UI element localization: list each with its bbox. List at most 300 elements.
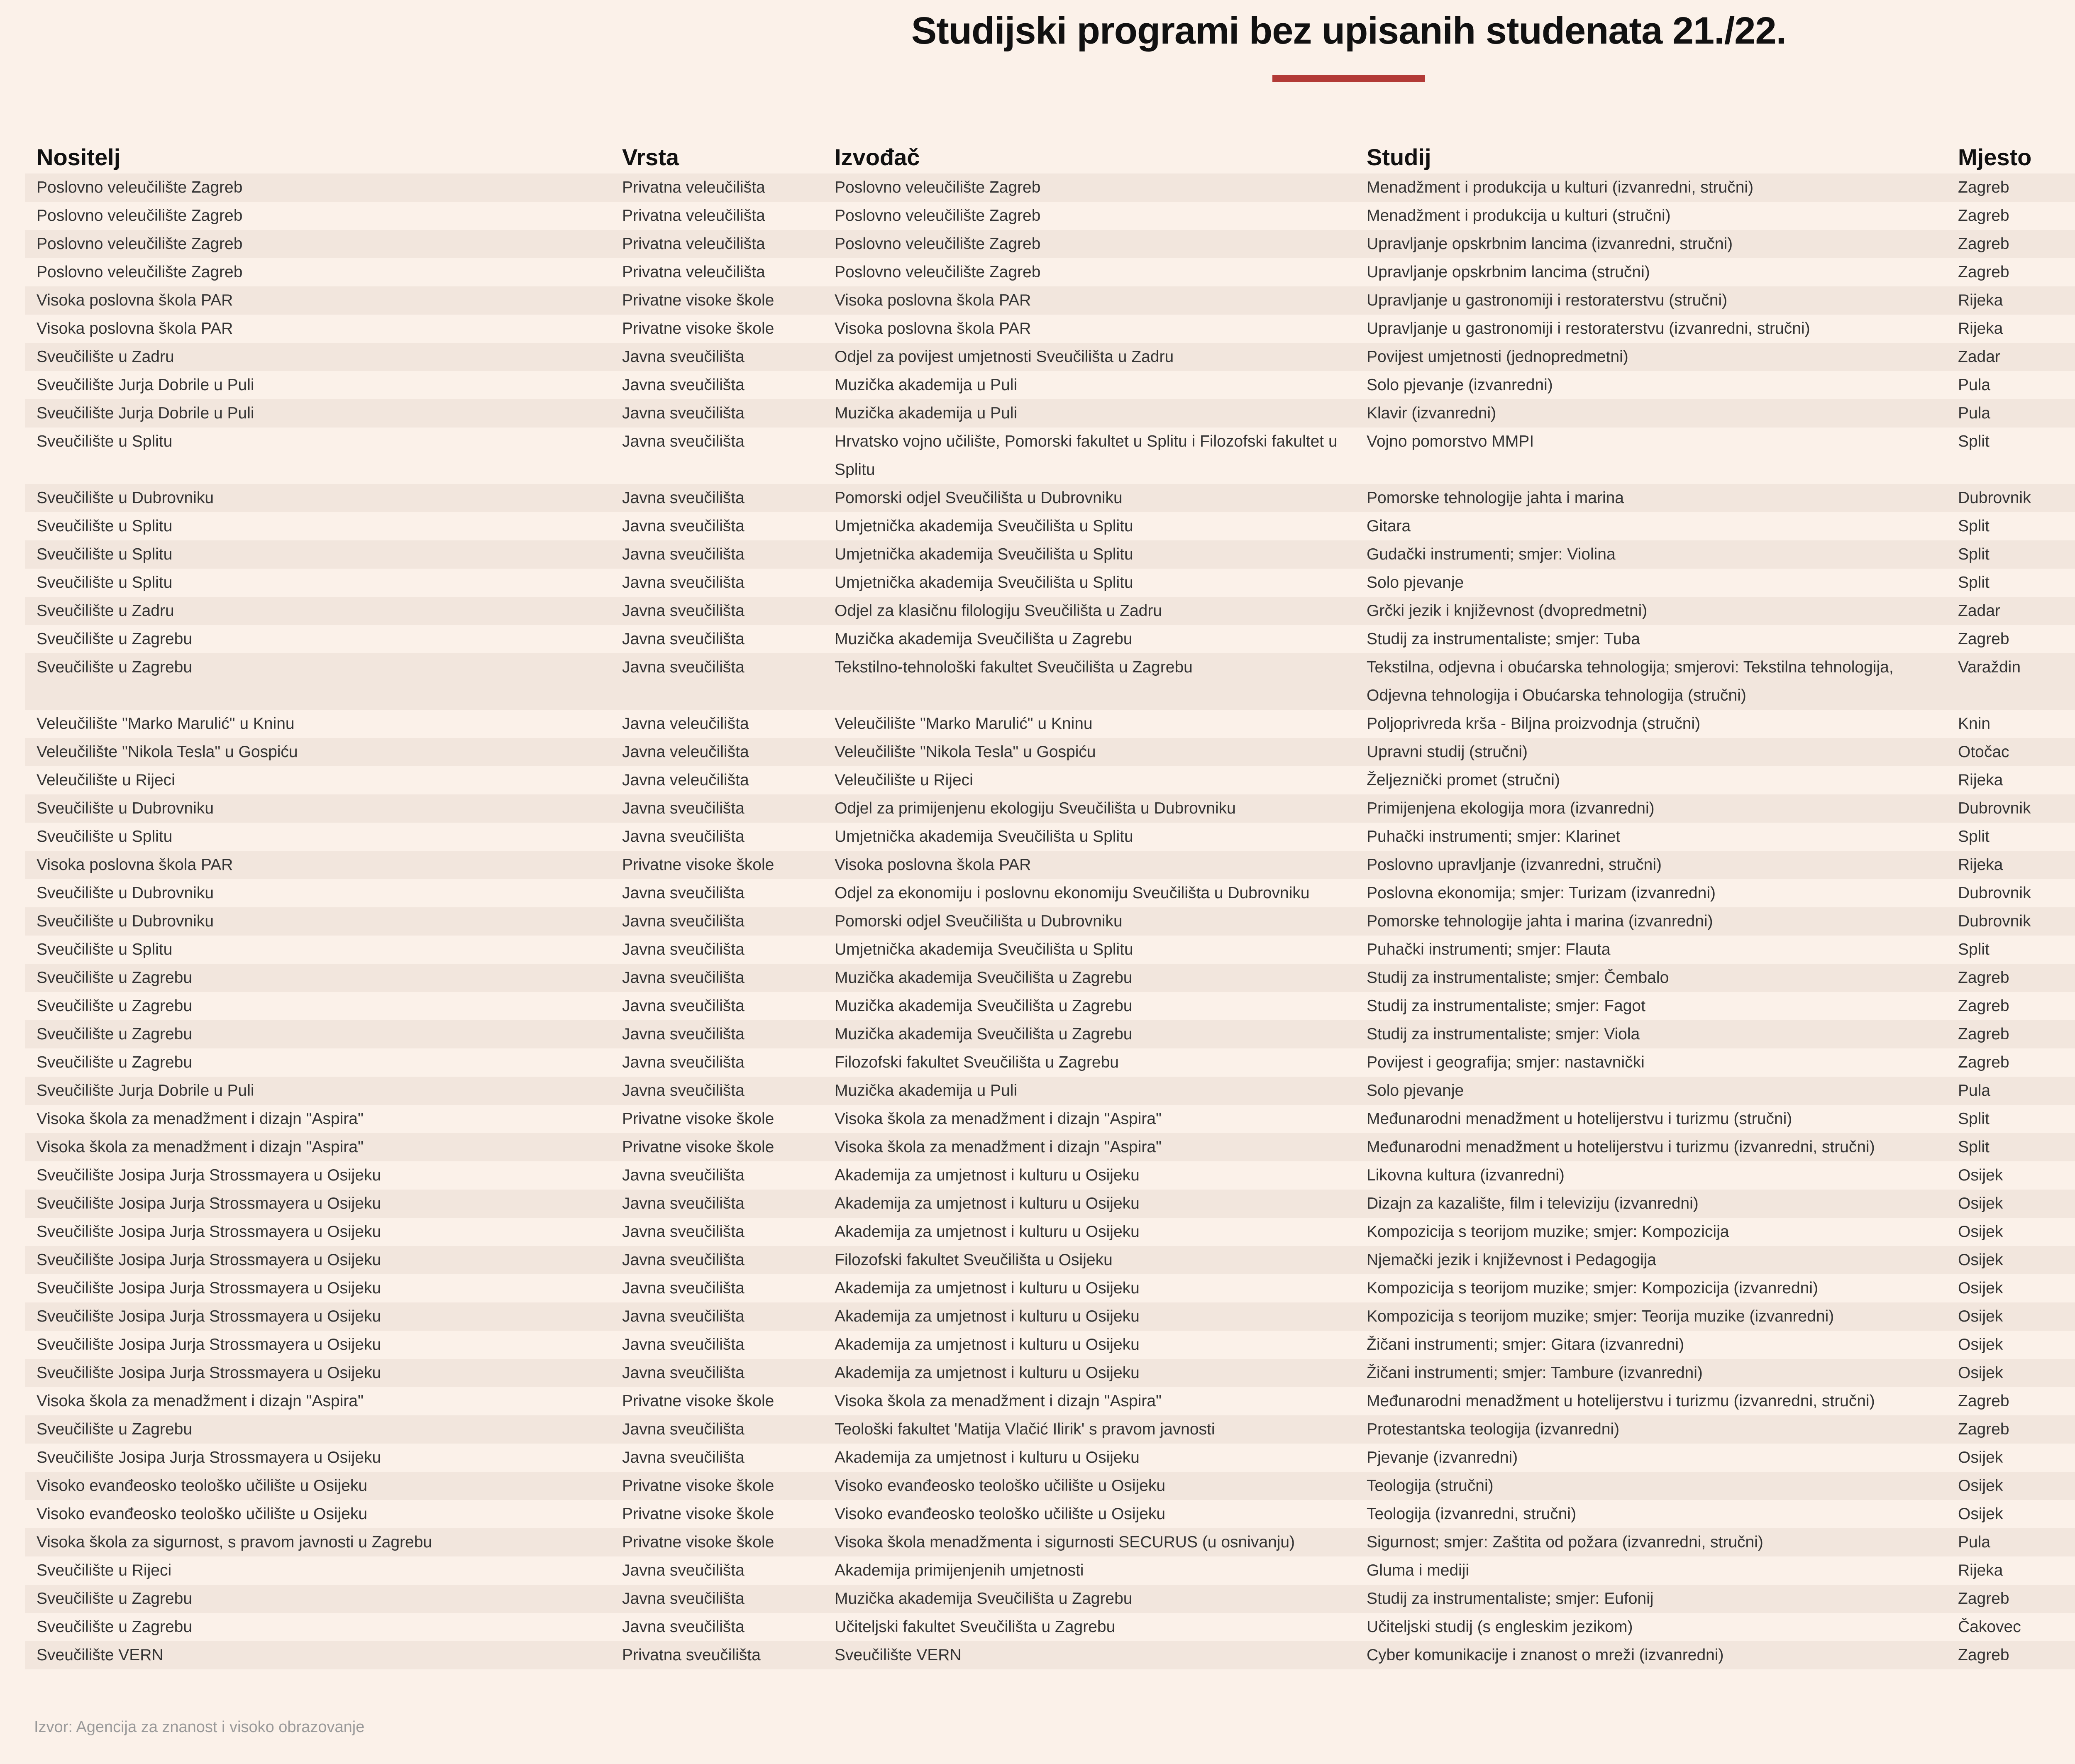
studij-cell: Gudački instrumenti; smjer: Violina (1367, 545, 1616, 563)
nositelj-cell: Veleučilište "Nikola Tesla" u Gospiću (37, 743, 298, 761)
mjesto-cell: Rijeka (1958, 856, 2003, 874)
upisna-kvota-cell (2071, 315, 2075, 343)
table-row (25, 794, 2075, 823)
upisna-kvota-cell (2071, 399, 2075, 428)
nositelj-cell: Sveučilište Josipa Jurja Strossmayera u Osijeku (37, 1223, 381, 1241)
nositelj-cell: Sveučilište u Splitu (37, 828, 173, 845)
nositelj-cell: Visoka poslovna škola PAR (37, 291, 233, 309)
upisna-kvota-cell (2071, 258, 2075, 286)
table-row (25, 173, 2075, 202)
izvodac-cell: Visoka škola za menadžment i dizajn "Aspira" (835, 1138, 1162, 1156)
table-row (25, 1020, 2075, 1048)
table-row (25, 1472, 2075, 1500)
mjesto-cell: Dubrovnik (1958, 489, 2031, 507)
vrsta-cell: Javna sveučilišta (622, 658, 745, 676)
vrsta-cell: Javna sveučilišta (622, 941, 745, 958)
izvodac-cell: Odjel za ekonomiju i poslovnu ekonomiju Sveučilišta u Dubrovniku (835, 884, 1310, 902)
nositelj-cell: Sveučilište u Zagrebu (37, 1025, 193, 1043)
upisna-kvota-cell (2071, 202, 2075, 230)
vrsta-cell: Javna sveučilišta (622, 602, 745, 620)
mjesto-cell: Split (1958, 1110, 1990, 1128)
upisna-kvota-cell (2071, 1302, 2075, 1331)
mjesto-cell: Zadar (1958, 602, 2000, 620)
izvodac-cell: Akademija primijenjenih umjetnosti (835, 1561, 1084, 1579)
mjesto-cell: Pula (1958, 1082, 1991, 1099)
nositelj-cell: Sveučilište u Zagrebu (37, 969, 193, 987)
izvodac-cell: Muzička akademija Sveučilišta u Zagrebu (835, 997, 1133, 1015)
nositelj-cell: Visoka škola za menadžment i dizajn "Aspira" (37, 1110, 364, 1128)
mjesto-cell: Pula (1958, 1533, 1991, 1551)
table-row (25, 1415, 2075, 1444)
upisna-kvota-cell (2071, 1274, 2075, 1302)
vrsta-cell: Javna sveučilišta (622, 1420, 745, 1438)
upisna-kvota-cell (2071, 1020, 2075, 1048)
table-row (25, 1218, 2075, 1246)
studij-cell: Međunarodni menadžment u hotelijerstvu i turizmu (stručni) (1367, 1110, 1792, 1128)
table-row (25, 230, 2075, 258)
izvodac-cell: Umjetnička akademija Sveučilišta u Splitu (835, 574, 1133, 591)
table-row (25, 1500, 2075, 1528)
nositelj-cell: Poslovno veleučilište Zagreb (37, 263, 243, 281)
izvodac-cell: Visoka škola za menadžment i dizajn "Aspira" (835, 1392, 1162, 1410)
studij-cell: Međunarodni menadžment u hotelijerstvu i turizmu (izvanredni, stručni) (1367, 1138, 1875, 1156)
nositelj-cell: Sveučilište Josipa Jurja Strossmayera u Osijeku (37, 1166, 381, 1184)
table-row (25, 484, 2075, 512)
vrsta-cell: Privatna veleučilišta (622, 263, 765, 281)
studij-cell: Pjevanje (izvanredni) (1367, 1449, 1518, 1466)
izvodac-cell: Odjel za primijenjenu ekologiju Sveučilišta u Dubrovniku (835, 799, 1236, 817)
mjesto-cell: Osijek (1958, 1364, 2003, 1382)
vrsta-cell: Javna sveučilišta (622, 1307, 745, 1325)
table-row (25, 710, 2075, 738)
table-row (25, 1105, 2075, 1133)
header-izvodac: Izvođač (835, 144, 920, 170)
studij-cell: Studij za instrumentaliste; smjer: Čembalo (1367, 969, 1669, 987)
mjesto-cell: Čakovec (1958, 1618, 2021, 1636)
studij-cell: Međunarodni menadžment u hotelijerstvu i turizmu (izvanredni, stručni) (1367, 1392, 1875, 1410)
vrsta-cell: Javna sveučilišta (622, 1082, 745, 1099)
upisna-kvota-cell (2071, 738, 2075, 766)
mjesto-cell: Dubrovnik (1958, 884, 2031, 902)
nositelj-cell: Sveučilište u Zagrebu (37, 997, 193, 1015)
mjesto-cell: Rijeka (1958, 320, 2003, 337)
table-row (25, 371, 2075, 399)
studij-cell: Solo pjevanje (1367, 1082, 1464, 1099)
nositelj-cell: Sveučilište Josipa Jurja Strossmayera u Osijeku (37, 1449, 381, 1466)
table-row (25, 1246, 2075, 1274)
izvodac-cell: Pomorski odjel Sveučilišta u Dubrovniku (835, 912, 1123, 930)
table-row (25, 286, 2075, 315)
vrsta-cell: Privatne visoke škole (622, 1505, 774, 1523)
vrsta-cell: Javna sveučilišta (622, 1195, 745, 1212)
izvodac-cell: Muzička akademija Sveučilišta u Zagrebu (835, 1025, 1133, 1043)
upisna-kvota-cell (2071, 1415, 2075, 1444)
nositelj-cell: Visoko evanđeosko teološko učilište u Osijeku (37, 1505, 368, 1523)
nositelj-cell: Veleučilište "Marko Marulić" u Kninu (37, 715, 295, 733)
nositelj-cell: Visoko evanđeosko teološko učilište u Osijeku (37, 1477, 368, 1495)
upisna-kvota-cell (2071, 1528, 2075, 1556)
studij-cell: Teologija (izvanredni, stručni) (1367, 1505, 1577, 1523)
mjesto-cell: Zagreb (1958, 263, 2009, 281)
nositelj-cell: Sveučilište Jurja Dobrile u Puli (37, 404, 254, 422)
izvodac-cell: Akademija za umjetnost i kulturu u Osijeku (835, 1449, 1140, 1466)
izvodac-cell: Sveučilište VERN (835, 1646, 962, 1664)
mjesto-cell: Osijek (1958, 1195, 2003, 1212)
table-row (25, 1613, 2075, 1641)
nositelj-cell: Sveučilište u Splitu (37, 517, 173, 535)
upisna-kvota-cell (2071, 512, 2075, 540)
nositelj-cell: Sveučilište Josipa Jurja Strossmayera u Osijeku (37, 1336, 381, 1354)
table-row (25, 823, 2075, 851)
izvodac-cell: Visoka škola za menadžment i dizajn "Aspira" (835, 1110, 1162, 1128)
vrsta-cell: Javna sveučilišta (622, 574, 745, 591)
upisna-kvota-cell (2071, 1556, 2075, 1585)
upisna-kvota-cell (2071, 1500, 2075, 1528)
nositelj-cell: Sveučilište Josipa Jurja Strossmayera u Osijeku (37, 1364, 381, 1382)
upisna-kvota-cell (2071, 569, 2075, 597)
vrsta-cell: Privatne visoke škole (622, 856, 774, 874)
table-row (25, 1331, 2075, 1359)
izvodac-cell: Visoka škola menadžmenta i sigurnosti SECURUS (u osnivanju) (835, 1533, 1295, 1551)
mjesto-cell: Osijek (1958, 1449, 2003, 1466)
vrsta-cell: Javna sveučilišta (622, 545, 745, 563)
izvodac-cell: Muzička akademija Sveučilišta u Zagrebu (835, 969, 1133, 987)
nositelj-cell: Sveučilište Jurja Dobrile u Puli (37, 376, 254, 394)
mjesto-cell: Varaždin (1958, 658, 2021, 676)
izvodac-cell: Akademija za umjetnost i kulturu u Osijeku (835, 1336, 1140, 1354)
mjesto-cell: Zagreb (1958, 1025, 2009, 1043)
studij-cell: Cyber komunikacije i znanost o mreži (izvanredni) (1367, 1646, 1724, 1664)
programs-table (25, 100, 2075, 1669)
studij-cell: Gitara (1367, 517, 1411, 535)
nositelj-cell: Sveučilište Josipa Jurja Strossmayera u Osijeku (37, 1251, 381, 1269)
izvodac-cell: Veleučilište u Rijeci (835, 771, 973, 789)
izvodac-cell: Hrvatsko vojno učilište, Pomorski fakultet u Splitu i Filozofski fakultet u Splitu (835, 432, 1338, 479)
table-row (25, 1161, 2075, 1190)
nositelj-cell: Sveučilište u Dubrovniku (37, 884, 214, 902)
upisna-kvota-cell (2071, 1331, 2075, 1359)
studij-cell: Kompozicija s teorijom muzike; smjer: Kompozicija (izvanredni) (1367, 1279, 1819, 1297)
izvodac-cell: Visoko evanđeosko teološko učilište u Osijeku (835, 1477, 1166, 1495)
vrsta-cell: Javna sveučilišta (622, 376, 745, 394)
izvodac-cell: Tekstilno-tehnološki fakultet Sveučilišta u Zagrebu (835, 658, 1193, 676)
studij-cell: Puhački instrumenti; smjer: Flauta (1367, 941, 1611, 958)
studij-cell: Solo pjevanje (izvanredni) (1367, 376, 1553, 394)
upisna-kvota-cell (2071, 286, 2075, 315)
upisna-kvota-cell (2071, 766, 2075, 794)
studij-cell: Menadžment i produkcija u kulturi (izvanredni, stručni) (1367, 178, 1754, 196)
vrsta-cell: Javna sveučilišta (622, 1223, 745, 1241)
table-row (25, 1444, 2075, 1472)
vrsta-cell: Privatne visoke škole (622, 320, 774, 337)
izvodac-cell: Poslovno veleučilište Zagreb (835, 263, 1041, 281)
upisna-kvota-cell (2071, 230, 2075, 258)
table-row (25, 569, 2075, 597)
upisna-kvota-cell (2071, 1190, 2075, 1218)
upisna-kvota-cell (2071, 1444, 2075, 1472)
vrsta-cell: Javna sveučilišta (622, 1590, 745, 1608)
upisna-kvota-cell (2071, 1105, 2075, 1133)
mjesto-cell: Pula (1958, 404, 1991, 422)
table-row (25, 1077, 2075, 1105)
mjesto-cell: Split (1958, 574, 1990, 591)
mjesto-cell: Dubrovnik (1958, 799, 2031, 817)
vrsta-cell: Javna sveučilišta (622, 1364, 745, 1382)
upisna-kvota-cell (2071, 1641, 2075, 1669)
table-row (25, 653, 2075, 710)
nositelj-cell: Sveučilište u Dubrovniku (37, 912, 214, 930)
studij-cell: Grčki jezik i književnost (dvopredmetni) (1367, 602, 1648, 620)
nositelj-cell: Sveučilište u Zadru (37, 602, 174, 620)
vrsta-cell: Javna veleučilišta (622, 771, 749, 789)
mjesto-cell: Osijek (1958, 1505, 2003, 1523)
vrsta-cell: Javna sveučilišta (622, 1336, 745, 1354)
page-title: Studijski programi bez upisanih studenata 21./22. (911, 10, 1787, 52)
studij-cell: Solo pjevanje (1367, 574, 1464, 591)
table-header-row (25, 100, 2075, 173)
upisna-kvota-cell (2071, 794, 2075, 823)
table-row (25, 1585, 2075, 1613)
studij-cell: Gluma i mediji (1367, 1561, 1470, 1579)
nositelj-cell: Visoka poslovna škola PAR (37, 856, 233, 874)
izvodac-cell: Umjetnička akademija Sveučilišta u Splitu (835, 941, 1133, 958)
vrsta-cell: Javna sveučilišta (622, 799, 745, 817)
vrsta-cell: Javna sveučilišta (622, 912, 745, 930)
mjesto-cell: Rijeka (1958, 1561, 2003, 1579)
nositelj-cell: Sveučilište u Zagrebu (37, 658, 193, 676)
studij-cell: Studij za instrumentaliste; smjer: Fagot (1367, 997, 1645, 1015)
table-row (25, 540, 2075, 569)
upisna-kvota-cell (2071, 1077, 2075, 1105)
vrsta-cell: Privatna veleučilišta (622, 207, 765, 225)
table-row (25, 1556, 2075, 1585)
izvodac-cell: Muzička akademija u Puli (835, 404, 1018, 422)
mjesto-cell: Split (1958, 432, 1990, 450)
mjesto-cell: Zadar (1958, 348, 2000, 366)
table-row (25, 851, 2075, 879)
table-row (25, 879, 2075, 907)
upisna-kvota-cell (2071, 823, 2075, 851)
studij-cell: Poljoprivreda krša - Biljna proizvodnja (stručni) (1367, 715, 1701, 733)
nositelj-cell: Sveučilište Josipa Jurja Strossmayera u Osijeku (37, 1279, 381, 1297)
studij-cell: Primijenjena ekologija mora (izvanredni) (1367, 799, 1655, 817)
mjesto-cell: Zagreb (1958, 1392, 2009, 1410)
upisna-kvota-cell (2071, 540, 2075, 569)
upisna-kvota-cell (2071, 484, 2075, 512)
header-mjesto: Mjesto (1958, 144, 2032, 170)
table-row (25, 1048, 2075, 1077)
mjesto-cell: Zagreb (1958, 630, 2009, 648)
nositelj-cell: Sveučilište u Splitu (37, 545, 173, 563)
vrsta-cell: Privatna veleučilišta (622, 178, 765, 196)
nositelj-cell: Sveučilište u Dubrovniku (37, 489, 214, 507)
table-row (25, 258, 2075, 286)
upisna-kvota-cell (2071, 710, 2075, 738)
izvodac-cell: Poslovno veleučilište Zagreb (835, 207, 1041, 225)
upisna-kvota-cell (2071, 1246, 2075, 1274)
upisna-kvota-cell (2071, 1387, 2075, 1415)
table-row (25, 315, 2075, 343)
upisna-kvota-cell (2071, 1161, 2075, 1190)
vrsta-cell: Javna sveučilišta (622, 1279, 745, 1297)
mjesto-cell: Osijek (1958, 1251, 2003, 1269)
upisna-kvota-cell (2071, 343, 2075, 371)
mjesto-cell: Pula (1958, 376, 1991, 394)
table-row (25, 202, 2075, 230)
nositelj-cell: Visoka poslovna škola PAR (37, 320, 233, 337)
vrsta-cell: Javna sveučilišta (622, 1025, 745, 1043)
vrsta-cell: Privatne visoke škole (622, 291, 774, 309)
table-body (25, 173, 2075, 1669)
studij-cell: Studij za instrumentaliste; smjer: Eufonij (1367, 1590, 1654, 1608)
table-row (25, 1274, 2075, 1302)
upisna-kvota-cell (2071, 173, 2075, 202)
upisna-kvota-cell (2071, 428, 2075, 484)
vrsta-cell: Javna sveučilišta (622, 489, 745, 507)
studij-cell: Teologija (stručni) (1367, 1477, 1494, 1495)
studij-cell: Povijest i geografija; smjer: nastavnički (1367, 1053, 1645, 1071)
nositelj-cell: Veleučilište u Rijeci (37, 771, 175, 789)
izvodac-cell: Muzička akademija u Puli (835, 376, 1018, 394)
izvodac-cell: Poslovno veleučilište Zagreb (835, 178, 1041, 196)
izvodac-cell: Poslovno veleučilište Zagreb (835, 235, 1041, 253)
studij-cell: Sigurnost; smjer: Zaštita od požara (izvanredni, stručni) (1367, 1533, 1763, 1551)
mjesto-cell: Split (1958, 517, 1990, 535)
izvodac-cell: Akademija za umjetnost i kulturu u Osijeku (835, 1195, 1140, 1212)
table-row (25, 907, 2075, 936)
upisna-kvota-cell (2071, 653, 2075, 710)
studij-cell: Upravljanje opskrbnim lancima (stručni) (1367, 263, 1650, 281)
vrsta-cell: Javna sveučilišta (622, 997, 745, 1015)
izvodac-cell: Akademija za umjetnost i kulturu u Osijeku (835, 1166, 1140, 1184)
table-row (25, 597, 2075, 625)
upisna-kvota-cell (2071, 907, 2075, 936)
mjesto-cell: Zagreb (1958, 178, 2009, 196)
vrsta-cell: Javna sveučilišta (622, 348, 745, 366)
studij-cell: Poslovna ekonomija; smjer: Turizam (izvanredni) (1367, 884, 1716, 902)
vrsta-cell: Javna sveučilišta (622, 630, 745, 648)
nositelj-cell: Sveučilište VERN (37, 1646, 164, 1664)
table-row (25, 1359, 2075, 1387)
studij-cell: Tekstilna, odjevna i obućarska tehnologija; smjerovi: Tekstilna tehnologija, Odjevna tehnologija i Obućarska tehnologija (stručni) (1367, 658, 1894, 704)
nositelj-cell: Sveučilište Josipa Jurja Strossmayera u Osijeku (37, 1195, 381, 1212)
upisna-kvota-cell (2071, 625, 2075, 653)
table-row (25, 1641, 2075, 1669)
upisna-kvota-cell (2071, 879, 2075, 907)
nositelj-cell: Sveučilište u Zagrebu (37, 1618, 193, 1636)
table-row (25, 1302, 2075, 1331)
table-row (25, 992, 2075, 1020)
header-nositelj: Nositelj (37, 144, 121, 170)
table-row (25, 1387, 2075, 1415)
table-row (25, 512, 2075, 540)
nositelj-cell: Sveučilište Josipa Jurja Strossmayera u Osijeku (37, 1307, 381, 1325)
nositelj-cell: Sveučilište u Splitu (37, 941, 173, 958)
nositelj-cell: Visoka škola za menadžment i dizajn "Aspira" (37, 1138, 364, 1156)
table-row (25, 964, 2075, 992)
nositelj-cell: Sveučilište u Zagrebu (37, 1053, 193, 1071)
upisna-kvota-cell (2071, 964, 2075, 992)
izvodac-cell: Muzička akademija u Puli (835, 1082, 1018, 1099)
studij-cell: Upravljanje u gastronomiji i restoraterstvu (izvanredni, stručni) (1367, 320, 1810, 337)
upisna-kvota-cell (2071, 1613, 2075, 1641)
izvodac-cell: Visoka poslovna škola PAR (835, 856, 1031, 874)
izvodac-cell: Odjel za klasičnu filologiju Sveučilišta u Zadru (835, 602, 1162, 620)
vrsta-cell: Privatne visoke škole (622, 1477, 774, 1495)
studij-cell: Likovna kultura (izvanredni) (1367, 1166, 1565, 1184)
mjesto-cell: Split (1958, 545, 1990, 563)
upisna-kvota-cell (2071, 1472, 2075, 1500)
studij-cell: Pomorske tehnologije jahta i marina (1367, 489, 1624, 507)
mjesto-cell: Osijek (1958, 1166, 2003, 1184)
studij-cell: Studij za instrumentaliste; smjer: Viola (1367, 1025, 1640, 1043)
nositelj-cell: Sveučilište Jurja Dobrile u Puli (37, 1082, 254, 1099)
upisna-kvota-cell (2071, 1133, 2075, 1161)
izvodac-cell: Akademija za umjetnost i kulturu u Osijeku (835, 1307, 1140, 1325)
izvodac-cell: Teološki fakultet 'Matija Vlačić Ilirik' s pravom javnosti (835, 1420, 1215, 1438)
upisna-kvota-cell (2071, 1048, 2075, 1077)
mjesto-cell: Osijek (1958, 1477, 2003, 1495)
mjesto-cell: Split (1958, 1138, 1990, 1156)
table-row (25, 428, 2075, 484)
nositelj-cell: Sveučilište u Splitu (37, 432, 173, 450)
vrsta-cell: Javna sveučilišta (622, 404, 745, 422)
studij-cell: Pomorske tehnologije jahta i marina (izvanredni) (1367, 912, 1713, 930)
vrsta-cell: Privatna sveučilišta (622, 1646, 761, 1664)
izvodac-cell: Visoka poslovna škola PAR (835, 320, 1031, 337)
studij-cell: Upravni studij (stručni) (1367, 743, 1528, 761)
nositelj-cell: Sveučilište u Zadru (37, 348, 174, 366)
table-row (25, 399, 2075, 428)
studij-cell: Žičani instrumenti; smjer: Tambure (izvanredni) (1367, 1364, 1703, 1382)
studij-cell: Žičani instrumenti; smjer: Gitara (izvanredni) (1367, 1336, 1684, 1354)
upisna-kvota-cell (2071, 851, 2075, 879)
izvodac-cell: Filozofski fakultet Sveučilišta u Osijeku (835, 1251, 1113, 1269)
vrsta-cell: Privatne visoke škole (622, 1110, 774, 1128)
upisna-kvota-cell (2071, 1218, 2075, 1246)
mjesto-cell: Osijek (1958, 1336, 2003, 1354)
vrsta-cell: Privatna veleučilišta (622, 235, 765, 253)
studij-cell: Studij za instrumentaliste; smjer: Tuba (1367, 630, 1640, 648)
table-row (25, 766, 2075, 794)
vrsta-cell: Javna sveučilišta (622, 1053, 745, 1071)
mjesto-cell: Zagreb (1958, 1420, 2009, 1438)
vrsta-cell: Javna sveučilišta (622, 1251, 745, 1269)
vrsta-cell: Javna sveučilišta (622, 1166, 745, 1184)
mjesto-cell: Zagreb (1958, 1646, 2009, 1664)
mjesto-cell: Rijeka (1958, 771, 2003, 789)
studij-cell: Upravljanje opskrbnim lancima (izvanredni, stručni) (1367, 235, 1733, 253)
upisna-kvota-cell (2071, 992, 2075, 1020)
header-studij: Studij (1367, 144, 1431, 170)
mjesto-cell: Zagreb (1958, 997, 2009, 1015)
mjesto-cell: Zagreb (1958, 1053, 2009, 1071)
vrsta-cell: Javna sveučilišta (622, 517, 745, 535)
mjesto-cell: Osijek (1958, 1307, 2003, 1325)
studij-cell: Dizajn za kazalište, film i televiziju (izvanredni) (1367, 1195, 1699, 1212)
header-vrsta: Vrsta (622, 144, 679, 170)
vrsta-cell: Javna sveučilišta (622, 1618, 745, 1636)
izvodac-cell: Veleučilište "Marko Marulić" u Kninu (835, 715, 1093, 733)
nositelj-cell: Sveučilište u Splitu (37, 574, 173, 591)
studij-cell: Njemački jezik i književnost i Pedagogija (1367, 1251, 1656, 1269)
izvodac-cell: Umjetnička akademija Sveučilišta u Splitu (835, 828, 1133, 845)
header-upisna-kvota (2071, 100, 2075, 173)
mjesto-cell: Split (1958, 941, 1990, 958)
izvodac-cell: Odjel za povijest umjetnosti Sveučilišta u Zadru (835, 348, 1174, 366)
nositelj-cell: Poslovno veleučilište Zagreb (37, 235, 243, 253)
vrsta-cell: Javna sveučilišta (622, 828, 745, 845)
